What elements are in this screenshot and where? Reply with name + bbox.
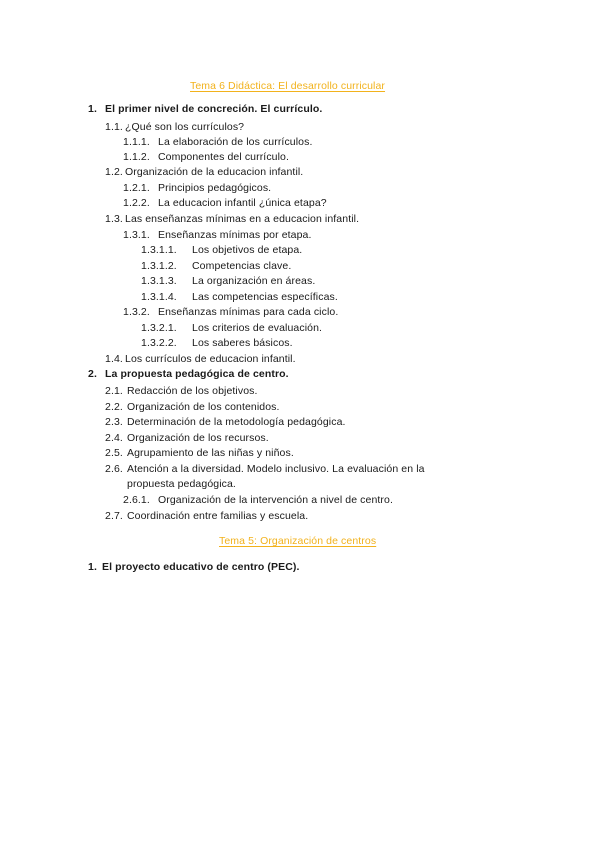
outline-item-2-6 (105, 463, 425, 476)
outline-number: 2.5. (105, 447, 123, 459)
outline-item-2 (88, 368, 289, 381)
outline-number: 1. (88, 561, 97, 573)
outline-text: Organización de la educacion infantil. (125, 166, 304, 178)
outline-item-1-4 (105, 353, 296, 366)
outline-item-1-2 (105, 166, 303, 179)
outline-text: La elaboración de los currículos. (158, 136, 313, 148)
outline-item-1-1-2 (123, 151, 289, 164)
outline-text: Enseñanzas mínimas por etapa. (158, 229, 312, 241)
outline-item-1-3-1-3 (141, 275, 315, 288)
outline-item-1-2-2 (123, 197, 327, 210)
outline-number: 1. (88, 103, 97, 115)
outline-number: 1.3.1.1. (141, 244, 177, 256)
outline-item-2-7 (105, 510, 308, 523)
outline-item-2-6-continuation (127, 478, 236, 491)
outline-number: 1.1.1. (123, 136, 150, 148)
section-heading-tema-6: Tema 6 Didáctica: El desarrollo curricular (190, 80, 386, 92)
outline-text: Redacción de los objetivos. (127, 385, 258, 397)
outline-number: 1.3.1.2. (141, 260, 177, 272)
outline-text: El primer nivel de concreción. El currículo. (105, 103, 323, 115)
outline-text: Los criterios de evaluación. (192, 322, 323, 334)
outline-number: 2.1. (105, 385, 123, 397)
outline-text: La propuesta pedagógica de centro. (105, 368, 289, 380)
outline-item-1 (88, 103, 322, 116)
outline-number: 1.3. (105, 213, 123, 225)
outline-text: Los objetivos de etapa. (192, 244, 303, 256)
outline-text: El proyecto educativo de centro (PEC). (102, 561, 300, 573)
section-heading-tema-5: Tema 5: Organización de centros (219, 535, 377, 547)
outline-text: Organización de los recursos. (127, 432, 269, 444)
outline-text: Atención a la diversidad. Modelo inclusivo. La evaluación en la (127, 463, 425, 475)
outline-text: ¿Qué son los currículos? (125, 121, 245, 133)
outline-number: 1.3.1. (123, 229, 150, 241)
outline-item-2-3 (105, 416, 346, 429)
outline-text: Organización de la intervención a nivel de centro. (158, 494, 393, 506)
outline-text: La educacion infantil ¿única etapa? (158, 197, 327, 209)
outline-number: 2.3. (105, 416, 123, 428)
outline-text: Los saberes básicos. (192, 337, 293, 349)
outline-number: 1.3.2. (123, 306, 150, 318)
outline-number: 1.2.2. (123, 197, 150, 209)
outline-item-1-3-2-1 (141, 322, 322, 335)
outline-text: propuesta pedagógica. (127, 478, 236, 490)
outline-text: Competencias clave. (192, 260, 292, 272)
outline-number: 1.2. (105, 166, 123, 178)
outline-item-1-2-1 (123, 182, 271, 195)
outline-item-1-3-1-1 (141, 244, 302, 257)
outline-item-1-3-2-2 (141, 337, 293, 350)
outline-item-1-3-2 (123, 306, 338, 319)
outline-number: 2.6.1. (123, 494, 150, 506)
outline-text: Las competencias específicas. (192, 291, 338, 303)
outline-item-1-3-1-4 (141, 291, 338, 304)
outline-item-2-1 (105, 385, 258, 398)
outline-text: Enseñanzas mínimas para cada ciclo. (158, 306, 339, 318)
outline-number: 1.3.1.4. (141, 291, 177, 303)
outline-text: Principios pedagógicos. (158, 182, 272, 194)
outline-text: Las enseñanzas mínimas en a educacion infantil. (125, 213, 360, 225)
outline-number: 2.2. (105, 401, 123, 413)
outline-item-2-2 (105, 401, 280, 414)
outline-number: 1.1.2. (123, 151, 150, 163)
outline-text: Coordinación entre familias y escuela. (127, 510, 309, 522)
outline-number: 1.4. (105, 353, 123, 365)
outline-number: 1.3.2.2. (141, 337, 177, 349)
outline-number: 2. (88, 368, 97, 380)
outline-text: Los currículos de educacion infantil. (125, 353, 296, 365)
outline-number: 1.3.2.1. (141, 322, 177, 334)
outline-number: 2.7. (105, 510, 123, 522)
outline-number: 1.1. (105, 121, 123, 133)
outline-text: Componentes del currículo. (158, 151, 289, 163)
outline-number: 1.3.1.3. (141, 275, 177, 287)
outline-text: Agrupamiento de las niñas y niños. (127, 447, 294, 459)
outline-item-pec (88, 561, 300, 574)
outline-item-1-1-1 (123, 136, 312, 149)
outline-number: 2.4. (105, 432, 123, 444)
outline-text: La organización en áreas. (192, 275, 316, 287)
outline-text: Organización de los contenidos. (127, 401, 280, 413)
outline-item-1-3 (105, 213, 359, 226)
outline-item-2-4 (105, 432, 269, 445)
outline-text: Determinación de la metodología pedagógica. (127, 416, 346, 428)
outline-item-1-3-1 (123, 229, 311, 242)
outline-item-1-3-1-2 (141, 260, 291, 273)
outline-number: 2.6. (105, 463, 123, 475)
outline-number: 1.2.1. (123, 182, 150, 194)
outline-item-1-1 (105, 121, 244, 134)
outline-item-2-5 (105, 447, 294, 460)
outline-item-2-6-1 (123, 494, 393, 507)
